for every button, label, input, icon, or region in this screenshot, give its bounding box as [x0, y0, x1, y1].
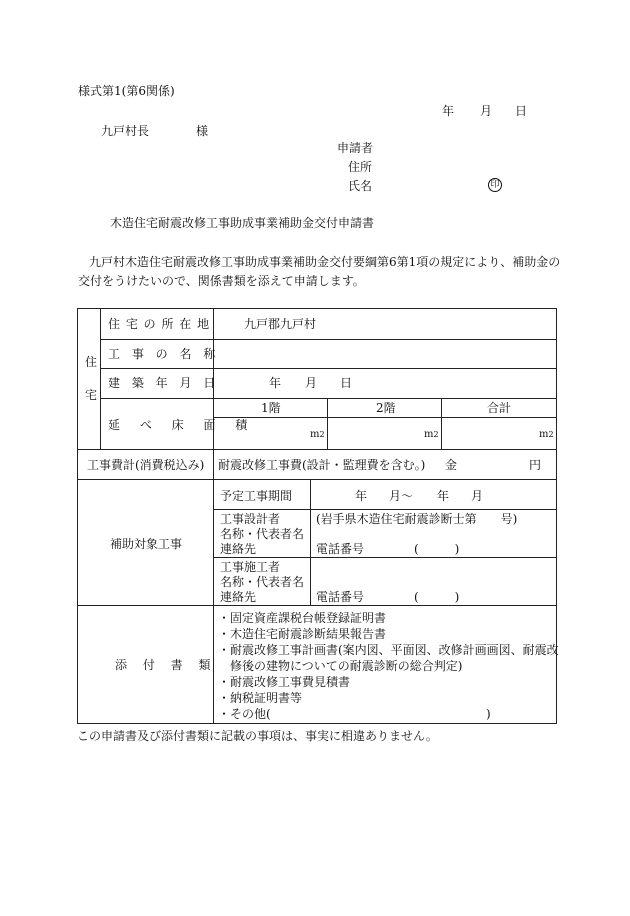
- attachment-item-7: ・その他(: [218, 707, 271, 721]
- designer-label-3: 連絡先: [220, 542, 257, 556]
- attachment-item-7-close: ): [486, 707, 491, 721]
- contractor-label-1: 工事施工者: [220, 560, 281, 574]
- built-year: 年: [269, 376, 282, 390]
- date-day-label: 日: [515, 104, 528, 118]
- period-month-2: 月: [471, 489, 484, 503]
- attachment-item-3: ・耐震改修工事計画書(案内図、平面図、改修計画画図、耐震改: [218, 643, 559, 657]
- location-label: 住 宅 の 所 在 地: [108, 317, 211, 331]
- cost-label: 工事費計(消費税込み): [87, 458, 205, 472]
- attachment-item-1: ・固定資産課税台帳登録証明書: [218, 611, 387, 625]
- contractor-phone-paren: ( ): [414, 590, 460, 604]
- applicant-address-label: 住所: [348, 160, 373, 174]
- floor-header-2: 2階: [376, 401, 396, 415]
- seal-icon: 印: [488, 178, 502, 192]
- declaration-footer: この申請書及び添付書類に記載の事項は、事実に相違ありません。: [77, 729, 438, 743]
- period-year-2: 年: [437, 489, 450, 503]
- floor-1-unit: $m^2$: [310, 429, 325, 440]
- designer-phone-label: 電話番号: [316, 542, 365, 556]
- applicant-label: 申請者: [337, 141, 374, 155]
- cost-value-label: 耐震改修工事費(設計・監理費を含む。): [218, 458, 426, 472]
- period-month-1: 月～: [389, 489, 414, 503]
- attachment-item-2: ・木造住宅耐震診断結果報告書: [218, 627, 387, 641]
- built-day: 日: [340, 376, 353, 390]
- floor-header-total: 合計: [487, 401, 512, 415]
- period-label: 予定工事期間: [220, 489, 293, 503]
- subsidy-label: 補助対象工事: [110, 537, 183, 551]
- intro-line-1: 九戸村木造住宅耐震改修工事助成事業補助金交付要綱第6第1項の規定により、補助金の: [89, 255, 561, 269]
- cost-yen: 円: [529, 458, 542, 472]
- contractor-label-2: 名称・代表者名: [220, 575, 305, 589]
- contractor-phone-label: 電話番号: [316, 590, 365, 604]
- applicant-name-label: 氏名: [348, 179, 373, 193]
- date-year-label: 年: [442, 104, 455, 118]
- designer-label-2: 名称・代表者名: [220, 527, 305, 541]
- addressee-name: 九戸村長: [101, 124, 150, 138]
- work-name-label: 工 事 の 名 称: [108, 347, 220, 361]
- designer-label-1: 工事設計者: [220, 512, 281, 526]
- designer-value: (岩手県木造住宅耐震診断士第 号): [316, 512, 518, 526]
- attachment-item-5: ・耐震改修工事費見積書: [218, 675, 351, 689]
- built-month: 月: [305, 376, 318, 390]
- addressee-honorific: 様: [196, 124, 209, 138]
- form-number: 様式第1(第6関係): [78, 84, 175, 98]
- contractor-label-3: 連絡先: [220, 590, 257, 604]
- attachment-item-6: ・納税証明書等: [218, 691, 303, 705]
- document-title: 木造住宅耐震改修工事助成事業補助金交付申請書: [110, 216, 375, 230]
- house-group-label-1: 住: [85, 355, 98, 369]
- location-value: 九戸郡九戸村: [244, 317, 317, 331]
- attachment-item-4: 修後の建物についての耐震診断の総合判定): [218, 659, 463, 673]
- floor-2-unit: $m^2$: [424, 429, 439, 440]
- cost-currency: 金: [445, 458, 458, 472]
- floor-header-1: 1階: [261, 401, 281, 415]
- designer-phone-paren: ( ): [414, 542, 460, 556]
- built-date-label: 建 築 年 月 日: [108, 376, 220, 390]
- house-group-label-2: 宅: [85, 388, 98, 402]
- floor-area-label: 延 べ 床 面 積: [108, 418, 256, 432]
- attachments-label: 添 付 書 類: [115, 658, 217, 672]
- floor-total-unit: $m^2$: [539, 429, 554, 440]
- intro-line-2: 交付をうけたいので、関係書類を添えて申請します。: [78, 274, 365, 288]
- date-month-label: 月: [480, 104, 493, 118]
- period-year-1: 年: [355, 489, 368, 503]
